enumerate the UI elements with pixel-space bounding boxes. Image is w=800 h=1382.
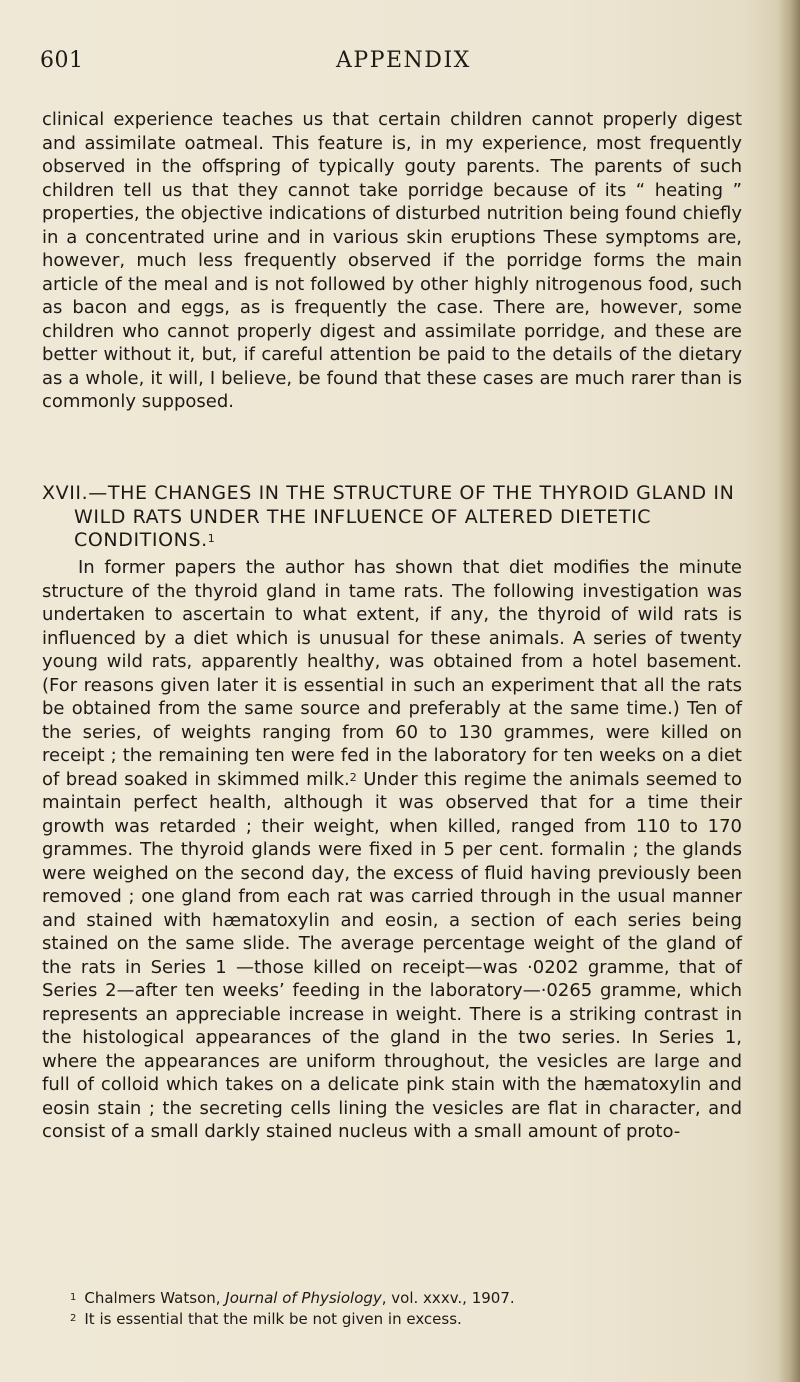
page-edge-shadow [778,0,800,1382]
section-heading-text: XVII.—THE CHANGES IN THE STRUCTURE OF THE THYROID GLAND IN WILD RATS UNDER THE INFLUENCE OF ALTERED DIETETIC CONDITIONS. [42,482,735,551]
footnote-1-rest: , vol. xxxv., 1907. [381,1289,515,1307]
paragraph-thyroid-part-a: In former papers the author has shown that diet modifies the minute structure of the thyroid gland in tame rats. The following investigation was undertaken to ascertain to what extent, if any, the thyroid of wild rats is influenced by a diet which is unusual for these animals. A series of twenty young wild rats, apparently healthy, was obtained from a hotel basement. (For reasons given later it is essential in such an experiment that all the rats be obtained from the same source and preferably at the same time.) Ten of the series, of weights ranging from 60 to 130 grammes, were killed on receipt ; the remaining ten were fed in the laboratory for ten weeks on a diet of bread soaked in skimmed milk. [42,557,742,790]
running-head: APPENDIX [336,48,471,73]
footnote-1-mark: 1 [70,1292,77,1303]
footnote-1 [70,1288,760,1309]
footnotes [70,1288,760,1330]
footnote-1-journal: Journal of Physiology [225,1289,382,1307]
footnote-2-mark: 2 [70,1313,77,1324]
paragraph-thyroid-part-b: Under this regime the animals seemed to maintain perfect health, although it was observed that for a time their growth was retarded ; their weight, when killed, ranged from 110 to 170 grammes. The thyroid glands were fixed in 5 per cent. formalin ; the glands were weighed on the second day, the excess of fluid having previously been removed ; one gland from each rat was carried through in the usual manner and stained with hæmatoxylin and eosin, a section of each series being stained on the same slide. The average percentage weight of the gland of the rats in Series 1 —those killed on receipt—was ·0202 gramme, that of Series 2—after ten weeks’ feeding in the laboratory—·0265 gramme, which represents an appreciable increase in weight. There is a striking contrast in the histological appearances of the gland in the two series. In Series 1, where the appearances are uniform throughout, the vesicles are large and full of colloid which takes on a delicate pink stain with the hæmatoxylin and eosin stain ; the secreting cells lining the vesicles are flat in character, and consist of a small darkly stained nucleus with a small amount of proto- [42,768,742,1142]
footnote-ref-2: 2 [349,770,357,784]
footnote-ref-1: 1 [207,532,216,545]
footnote-2 [70,1309,760,1330]
page-header [40,48,760,80]
paragraph-oatmeal: clinical experience teaches us that certain children cannot properly digest and assimilate oatmeal. This feature is, in my experience, most frequently observed in the offspring of typically gouty parents. The parents of such children tell us that they cannot take porridge because of its “ heating ” properties, the objective indications of disturbed nutrition being found chiefly in a concentrated urine and in various skin eruptions These symptoms are, however, much less frequently observed if the porridge forms the main article of the meal and is not followed by other highly nitrogenous food, such as bacon and eggs, as is frequently the case. There are, however, some children who cannot properly digest and assimilate porridge, and these are better without it, but, if careful attention be paid to the details of the dietary as a whole, it will, I believe, be found that these cases are much rarer than is commonly supposed. [42,109,742,412]
paragraph-thyroid-study [42,556,742,1144]
section-heading [42,482,774,553]
page-number: 601 [40,48,84,73]
footnote-1-author: Chalmers Watson, [84,1289,226,1307]
footnote-2-text: It is essential that the milk be not given in excess. [84,1310,462,1328]
